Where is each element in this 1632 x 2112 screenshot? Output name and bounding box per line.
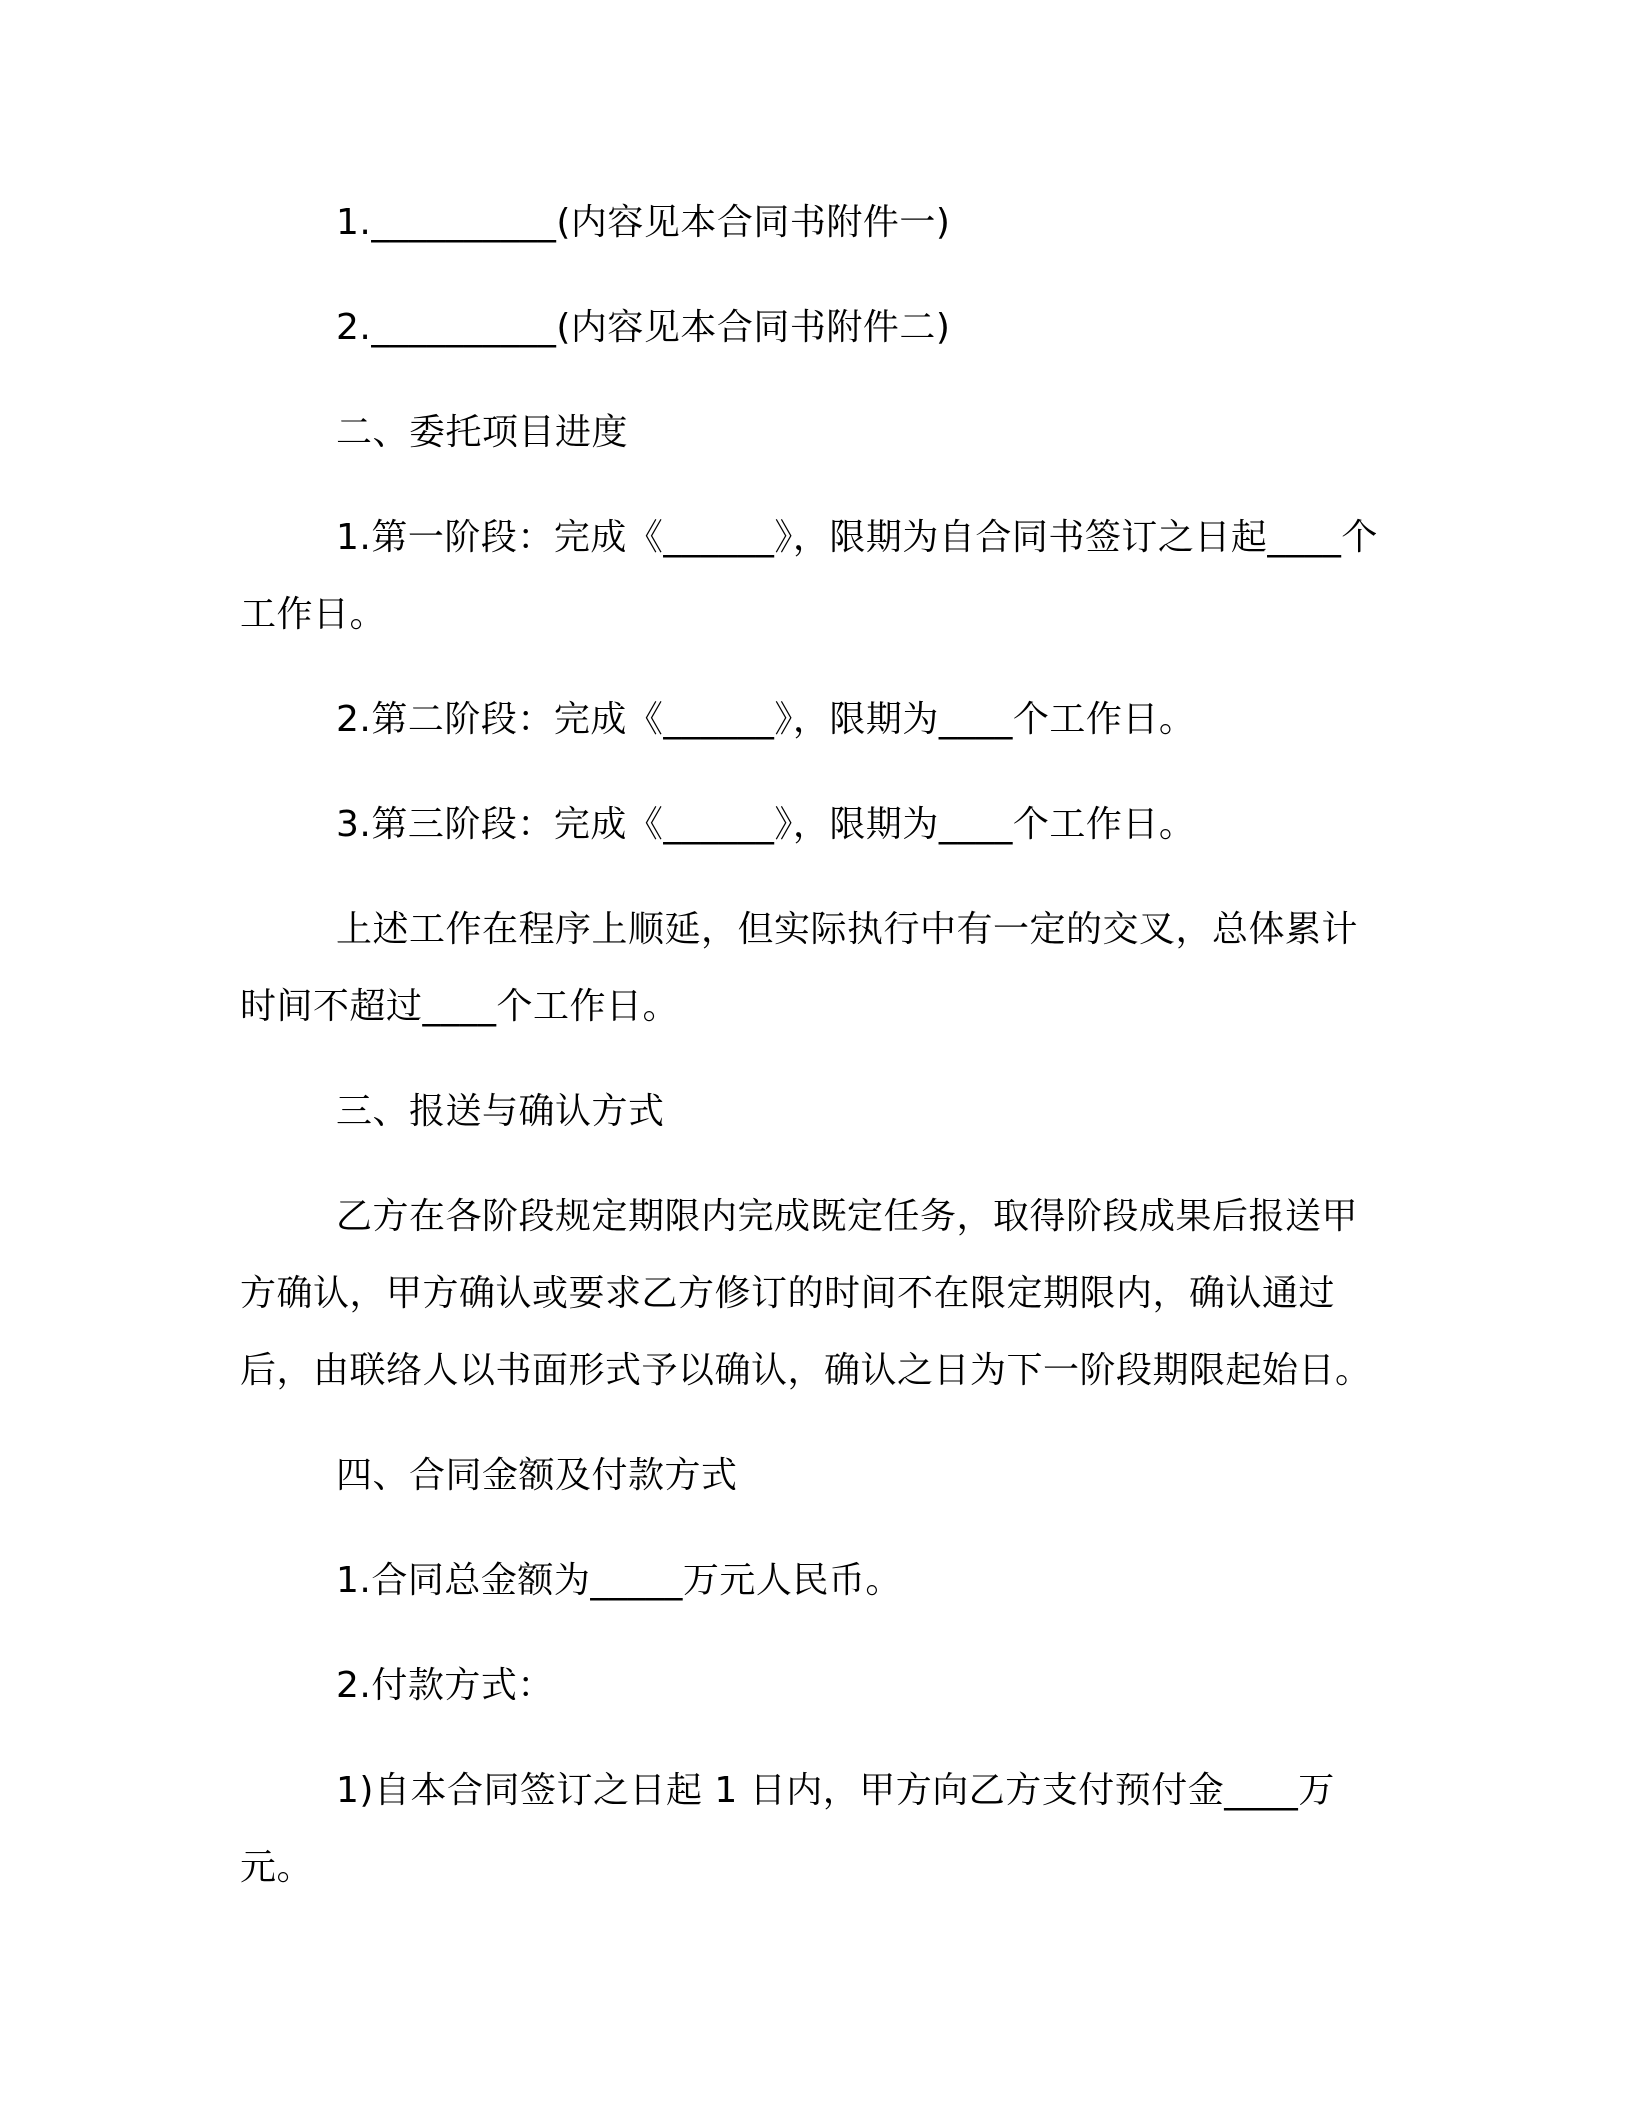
prepayment-item: 1)自本合同签订之日起 1 日内，甲方向乙方支付预付金____万元。 bbox=[240, 1770, 1335, 1888]
section-heading-payment: 四、合同金额及付款方式 bbox=[336, 1455, 738, 1496]
payment-method-item: 2.付款方式： bbox=[336, 1665, 554, 1706]
item-attachment-1: 1.__________(内容见本合同书附件一) bbox=[336, 202, 951, 243]
section-heading-confirmation: 三、报送与确认方式 bbox=[336, 1091, 665, 1132]
item-attachment-2: 2.__________(内容见本合同书附件二) bbox=[336, 307, 951, 348]
contract-amount-item: 1.合同总金额为_____万元人民币。 bbox=[336, 1560, 902, 1601]
section-heading-progress: 二、委托项目进度 bbox=[336, 412, 629, 453]
stage-2-item: 2.第二阶段：完成《______》，限期为____个工作日。 bbox=[336, 699, 1196, 740]
total-time-paragraph: 上述工作在程序上顺延，但实际执行中有一定的交叉，总体累计时间不超过____个工作日。 bbox=[240, 909, 1359, 1027]
confirmation-paragraph: 乙方在各阶段规定期限内完成既定任务，取得阶段成果后报送甲方确认，甲方确认或要求乙方修订的时间不在限定期限内，确认通过后，由联络人以书面形式予以确认，确认之日为下一阶段期限起始日。 bbox=[240, 1196, 1372, 1391]
stage-1-item: 1.第一阶段：完成《______》，限期为自合同书签订之日起____个工作日。 bbox=[240, 517, 1378, 635]
document-body bbox=[240, 184, 1390, 1934]
stage-3-item: 3.第三阶段：完成《______》，限期为____个工作日。 bbox=[336, 804, 1196, 845]
